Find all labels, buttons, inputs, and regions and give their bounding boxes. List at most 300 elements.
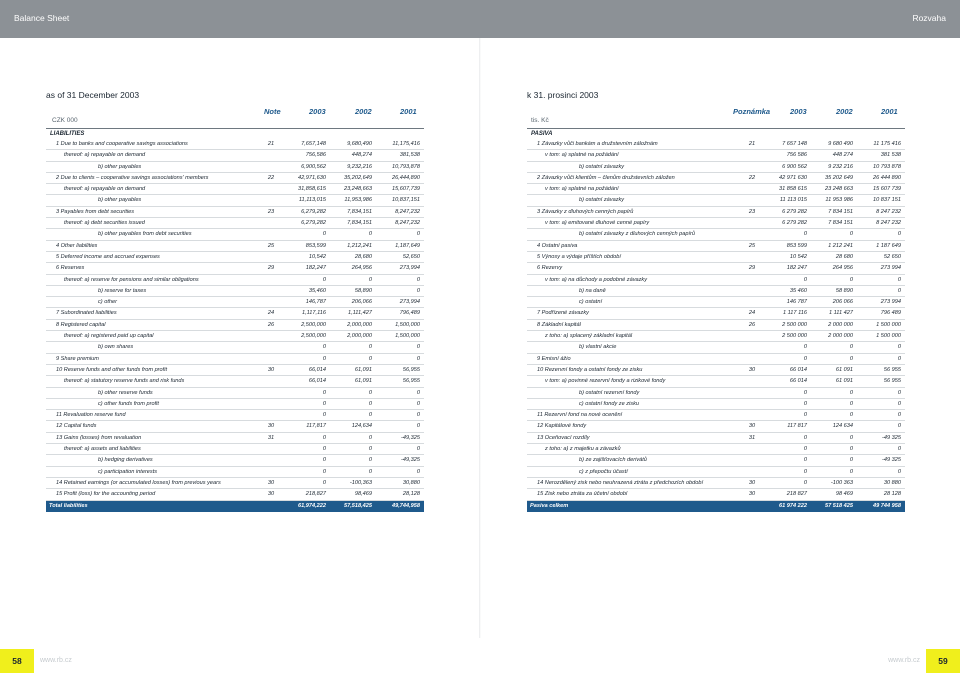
value-2002: 2 000 000 bbox=[828, 321, 853, 328]
value-2003: 61 974 222 bbox=[779, 502, 807, 509]
value-2001: 49 744 958 bbox=[873, 502, 901, 509]
value-2001: 0 bbox=[897, 412, 901, 419]
value-2002: 1,111,427 bbox=[347, 310, 372, 317]
value-2001: 0 bbox=[897, 276, 901, 283]
value-2001: 56 955 bbox=[883, 378, 901, 385]
value-2003: 146,787 bbox=[305, 299, 326, 306]
table-row bbox=[46, 184, 424, 195]
value-2003: 182,247 bbox=[305, 265, 326, 272]
value-2001: 0 bbox=[897, 344, 901, 351]
value-2001: 56,955 bbox=[402, 366, 420, 373]
table-row bbox=[46, 308, 424, 319]
row-note: 24 bbox=[267, 310, 275, 317]
value-2003: 146 787 bbox=[786, 299, 807, 306]
table-row bbox=[46, 331, 424, 342]
value-2003: 0 bbox=[322, 412, 326, 419]
value-2001: 1,187,649 bbox=[395, 242, 420, 249]
table-row bbox=[46, 139, 424, 150]
value-2001: 8,247,232 bbox=[395, 220, 420, 227]
value-2001: 28,128 bbox=[402, 491, 420, 498]
row-note: 30 bbox=[748, 479, 756, 486]
value-2003: 2,500,000 bbox=[301, 321, 326, 328]
row-label: 10 Rezervní fondy a ostatní fondy ze zisku bbox=[537, 366, 643, 373]
value-2003: 117 817 bbox=[787, 423, 807, 430]
table-row bbox=[527, 444, 905, 455]
value-2003: 756,586 bbox=[305, 152, 326, 159]
value-2003: 35 460 bbox=[789, 287, 807, 294]
table-row bbox=[527, 354, 905, 365]
table-row bbox=[527, 184, 905, 195]
value-2003: 2 500 000 bbox=[782, 333, 807, 340]
row-label: c) participation interests bbox=[98, 468, 158, 475]
value-2001: 0 bbox=[897, 446, 901, 453]
value-2001: 273 994 bbox=[880, 265, 901, 272]
value-2003: 0 bbox=[322, 457, 326, 464]
value-2001: 0 bbox=[897, 287, 901, 294]
right-running-title: Rozvaha bbox=[912, 13, 946, 23]
value-2002: 0 bbox=[849, 276, 853, 283]
table-row bbox=[46, 342, 424, 353]
row-label: 14 Nerozdělený zisk nebo neuhrazená ztráta z předchozích období bbox=[537, 479, 704, 486]
row-label: 12 Kapitálové fondy bbox=[537, 423, 587, 430]
table-row bbox=[46, 207, 424, 218]
value-2003: 2,500,000 bbox=[301, 333, 326, 340]
value-2002: 58,890 bbox=[354, 287, 372, 294]
value-2003: 10 542 bbox=[789, 253, 807, 260]
table-row bbox=[46, 263, 424, 274]
table-row bbox=[527, 263, 905, 274]
value-2003: 0 bbox=[322, 434, 326, 441]
value-2001: 28 128 bbox=[883, 491, 901, 498]
table-row bbox=[527, 478, 905, 489]
value-2002: -100 363 bbox=[830, 479, 853, 486]
row-label: b) na daně bbox=[579, 287, 606, 294]
value-2003: 0 bbox=[322, 344, 326, 351]
value-2001: 10 837 151 bbox=[873, 197, 901, 204]
liabilities-table bbox=[46, 139, 424, 512]
value-2002: 0 bbox=[368, 446, 372, 453]
value-2001: 15,607,739 bbox=[392, 186, 420, 193]
value-2002: 0 bbox=[368, 389, 372, 396]
value-2002: 98 469 bbox=[835, 491, 853, 498]
row-label: 11 Revaluation reserve fund bbox=[56, 412, 126, 419]
value-2002: 28 680 bbox=[835, 253, 853, 260]
table-row bbox=[46, 241, 424, 252]
table-row bbox=[527, 241, 905, 252]
value-2001: 0 bbox=[416, 287, 420, 294]
value-2001: 26,444,890 bbox=[392, 174, 420, 181]
value-2001: 796 489 bbox=[880, 310, 901, 317]
value-2001: 0 bbox=[416, 355, 420, 362]
value-2001: 49,744,958 bbox=[392, 502, 420, 509]
row-note: 30 bbox=[267, 423, 275, 430]
value-2001: 11,175,416 bbox=[392, 141, 420, 147]
table-row bbox=[46, 354, 424, 365]
value-2003: 218,827 bbox=[305, 491, 326, 498]
row-label: b) other payables bbox=[98, 197, 142, 204]
row-label: z toho: a) z majetku a závazků bbox=[545, 446, 621, 453]
value-2003: 66,014 bbox=[308, 378, 326, 385]
row-note: 22 bbox=[748, 174, 756, 181]
row-note: 26 bbox=[748, 321, 756, 328]
value-2002: 11 953 986 bbox=[825, 197, 853, 204]
value-2002: 1 111 427 bbox=[828, 310, 853, 317]
table-row bbox=[46, 376, 424, 387]
table-row bbox=[46, 252, 424, 263]
row-label: 15 Profit (loss) for the accounting period bbox=[56, 491, 156, 498]
row-note: 23 bbox=[267, 208, 275, 215]
table-row bbox=[527, 399, 905, 410]
row-label: v tom: a) povinné rezervní fondy a rizikové fondy bbox=[545, 378, 666, 385]
value-2001: 30 880 bbox=[883, 479, 901, 486]
table-row bbox=[527, 275, 905, 286]
left-footer-url[interactable]: www.rb.cz bbox=[40, 657, 72, 664]
value-2003: 35,460 bbox=[308, 287, 326, 294]
table-row bbox=[46, 388, 424, 399]
value-2001: 52,650 bbox=[402, 253, 420, 260]
table-row bbox=[527, 376, 905, 387]
table-row bbox=[46, 320, 424, 331]
table-row bbox=[527, 388, 905, 399]
row-label: 15 Zisk nebo ztráta za účetní období bbox=[537, 491, 628, 498]
value-2002: 61 091 bbox=[835, 378, 853, 385]
row-note: 26 bbox=[267, 321, 275, 328]
currency-label: tis. Kč bbox=[531, 117, 549, 124]
value-2002: 61,091 bbox=[354, 366, 372, 373]
value-2002: 2,000,000 bbox=[347, 321, 372, 328]
value-2001: 30,880 bbox=[402, 479, 420, 486]
value-2002: 124,634 bbox=[351, 423, 372, 430]
value-2003: 0 bbox=[803, 276, 807, 283]
table-row bbox=[527, 489, 905, 500]
value-2003: 6,900,562 bbox=[301, 163, 326, 170]
value-2002: 61 091 bbox=[835, 366, 853, 373]
table-row bbox=[46, 455, 424, 466]
row-label: thereof: a) debt securities issued bbox=[64, 220, 145, 227]
row-note: 30 bbox=[748, 366, 756, 373]
value-2002: 28,680 bbox=[354, 253, 372, 260]
row-label: 13 Gains (losses) from revaluation bbox=[56, 434, 142, 441]
table-row bbox=[527, 467, 905, 478]
table-row bbox=[46, 150, 424, 161]
col-2002: 2002 bbox=[355, 107, 372, 116]
row-label: Total liabilities bbox=[49, 502, 88, 509]
row-note: 30 bbox=[267, 491, 275, 498]
value-2001: 381 538 bbox=[880, 152, 901, 159]
value-2001: 273,994 bbox=[399, 299, 420, 306]
row-label: 6 Reserves bbox=[56, 265, 85, 272]
row-note: 24 bbox=[748, 310, 756, 317]
value-2002: 0 bbox=[849, 412, 853, 419]
row-note: 31 bbox=[267, 434, 275, 441]
row-note: 30 bbox=[748, 491, 756, 498]
row-label: b) vlastní akcie bbox=[579, 344, 617, 351]
value-2003: 0 bbox=[322, 276, 326, 283]
value-2002: 0 bbox=[368, 412, 372, 419]
value-2003: 7 657 148 bbox=[782, 141, 807, 147]
row-label: 14 Retained earnings (or accumulated losses) from previous years bbox=[56, 479, 221, 486]
currency-label: CZK 000 bbox=[52, 117, 78, 124]
row-label: v tom: a) splatné na požádání bbox=[545, 152, 619, 159]
value-2002: 35 202 649 bbox=[825, 174, 853, 181]
value-2003: 853 599 bbox=[786, 242, 807, 249]
row-note: 29 bbox=[267, 265, 275, 272]
value-2001: 1 500 000 bbox=[876, 321, 901, 328]
value-2002: 1,212,241 bbox=[347, 242, 372, 249]
col-2003: 2003 bbox=[309, 107, 326, 116]
value-2001: 0 bbox=[416, 231, 420, 238]
value-2002: 0 bbox=[368, 276, 372, 283]
row-label: 9 Share premium bbox=[56, 355, 99, 362]
value-2002: 7 834 151 bbox=[828, 208, 853, 215]
row-label: 8 Registered capital bbox=[56, 321, 106, 328]
row-label: 13 Oceňovací rozdíly bbox=[537, 434, 590, 441]
row-label: 7 Subordinated liabilities bbox=[56, 310, 117, 317]
value-2002: 206,066 bbox=[351, 299, 372, 306]
row-label: Pasiva celkem bbox=[530, 502, 569, 509]
row-label: c) other funds from profit bbox=[98, 400, 159, 407]
value-2003: 0 bbox=[803, 468, 807, 475]
value-2002: 9 680 490 bbox=[828, 141, 853, 147]
row-note: 30 bbox=[748, 423, 756, 430]
value-2003: 0 bbox=[803, 355, 807, 362]
value-2001: 0 bbox=[416, 423, 420, 430]
row-label: 12 Capital funds bbox=[56, 423, 97, 430]
row-label: b) reserve for taxes bbox=[98, 287, 147, 294]
section-title: PASIVA bbox=[531, 131, 553, 137]
value-2001: 0 bbox=[416, 446, 420, 453]
row-label: c) ostatní fondy ze zisku bbox=[579, 400, 640, 407]
row-label: 2 Závazky vůči klientům – členům družstevních záložen bbox=[537, 174, 675, 181]
value-2001: 381,538 bbox=[399, 152, 420, 159]
value-2002: 206 066 bbox=[832, 299, 853, 306]
row-label: thereof: a) registered paid up capital bbox=[64, 333, 154, 340]
table-row bbox=[46, 410, 424, 421]
value-2002: 2,000,000 bbox=[347, 333, 372, 340]
value-2003: 11,113,015 bbox=[298, 197, 326, 204]
value-2003: 7,657,148 bbox=[301, 141, 326, 147]
row-label: b) ostatní rezervní fondy bbox=[579, 389, 640, 396]
value-2002: 23,248,663 bbox=[344, 186, 372, 193]
table-row bbox=[46, 433, 424, 444]
row-label: 1 Závazky vůči bankám a družstevním záložnám bbox=[537, 141, 658, 147]
row-label: v tom: a) na důchody a podobné závazky bbox=[545, 276, 647, 283]
value-2001: 0 bbox=[416, 344, 420, 351]
table-row bbox=[46, 399, 424, 410]
col-note: Note bbox=[264, 107, 281, 116]
total-row bbox=[527, 501, 905, 512]
right-page-number: 59 bbox=[926, 649, 960, 673]
value-2003: 0 bbox=[322, 355, 326, 362]
value-2003: 66 014 bbox=[789, 378, 807, 385]
row-label: b) ostatní závazky bbox=[579, 197, 625, 204]
row-label: thereof: a) repayable on demand bbox=[64, 186, 146, 193]
value-2001: 56 955 bbox=[883, 366, 901, 373]
row-label: 4 Other liabilities bbox=[56, 242, 98, 249]
value-2002: -100,363 bbox=[349, 479, 372, 486]
row-label: thereof: a) statutory reserve funds and risk funds bbox=[64, 378, 185, 385]
value-2001: 0 bbox=[897, 231, 901, 238]
value-2002: 61,091 bbox=[354, 378, 372, 385]
value-2003: 117,817 bbox=[306, 423, 326, 430]
row-label: v tom: a) emitované dluhové cenné papíry bbox=[545, 220, 650, 227]
table-row bbox=[46, 365, 424, 376]
value-2001: 1 500 000 bbox=[876, 333, 901, 340]
table-row bbox=[46, 173, 424, 184]
value-2003: 6 900 562 bbox=[782, 163, 807, 170]
row-label: 3 Payables from debt securities bbox=[56, 208, 135, 215]
table-row bbox=[527, 455, 905, 466]
value-2001: 1,500,000 bbox=[395, 333, 420, 340]
value-2003: 0 bbox=[803, 457, 807, 464]
value-2002: 0 bbox=[368, 231, 372, 238]
table-row bbox=[46, 162, 424, 173]
value-2003: 1,117,116 bbox=[301, 310, 326, 317]
value-2002: 0 bbox=[849, 344, 853, 351]
row-label: z toho: a) splacený základní kapitál bbox=[545, 333, 633, 340]
table-row bbox=[46, 444, 424, 455]
row-label: c) ostatní bbox=[579, 299, 603, 306]
value-2002: 2 000 000 bbox=[828, 333, 853, 340]
value-2001: 8,247,232 bbox=[395, 208, 420, 215]
value-2002: 0 bbox=[849, 231, 853, 238]
value-2001: 273 994 bbox=[880, 299, 901, 306]
table-row bbox=[527, 308, 905, 319]
value-2002: 0 bbox=[849, 355, 853, 362]
left-running-title: Balance Sheet bbox=[14, 13, 70, 23]
table-row bbox=[46, 286, 424, 297]
col-2003: 2003 bbox=[790, 107, 807, 116]
row-label: b) ostatní závazky bbox=[579, 163, 625, 170]
value-2003: 853,599 bbox=[305, 242, 326, 249]
value-2003: 0 bbox=[803, 412, 807, 419]
value-2003: 6,279,282 bbox=[301, 208, 326, 215]
value-2001: 10,793,878 bbox=[392, 163, 420, 170]
value-2001: -49,325 bbox=[401, 457, 420, 464]
value-2002: 0 bbox=[849, 400, 853, 407]
column-headers bbox=[527, 107, 905, 117]
row-label: 4 Ostatní pasiva bbox=[537, 242, 578, 249]
value-2003: 0 bbox=[322, 389, 326, 396]
value-2003: 218 827 bbox=[786, 491, 807, 498]
table-row bbox=[527, 252, 905, 263]
row-note: 25 bbox=[748, 242, 756, 249]
value-2002: 0 bbox=[849, 457, 853, 464]
value-2003: 0 bbox=[322, 400, 326, 407]
value-2003: 6 279 282 bbox=[782, 208, 807, 215]
value-2003: 11 113 015 bbox=[779, 197, 807, 204]
value-2001: 0 bbox=[897, 400, 901, 407]
value-2001: 0 bbox=[897, 355, 901, 362]
value-2003: 0 bbox=[803, 400, 807, 407]
row-label: b) own shares bbox=[98, 344, 134, 351]
table-row bbox=[46, 489, 424, 500]
row-note: 30 bbox=[267, 479, 275, 486]
value-2003: 2 500 000 bbox=[782, 321, 807, 328]
value-2002: 0 bbox=[849, 434, 853, 441]
row-note: 25 bbox=[267, 242, 275, 249]
value-2002: 264 956 bbox=[832, 265, 853, 272]
table-row bbox=[46, 195, 424, 206]
value-2002: 0 bbox=[849, 446, 853, 453]
value-2003: 182 247 bbox=[786, 265, 807, 272]
row-label: 10 Reserve funds and other funds from profit bbox=[56, 366, 168, 373]
value-2001: 796,489 bbox=[399, 310, 420, 317]
value-2003: 6,279,282 bbox=[301, 220, 326, 227]
value-2002: 124 634 bbox=[832, 423, 853, 430]
value-2001: 11 175 416 bbox=[873, 141, 901, 147]
value-2001: 8 247 232 bbox=[876, 220, 901, 227]
table-row bbox=[46, 275, 424, 286]
right-footer-url[interactable]: www.rb.cz bbox=[888, 657, 920, 664]
table-row bbox=[527, 342, 905, 353]
table-row bbox=[527, 150, 905, 161]
value-2002: 35,202,649 bbox=[344, 174, 372, 181]
value-2002: 7,834,151 bbox=[347, 220, 372, 227]
value-2001: 0 bbox=[416, 400, 420, 407]
value-2003: 42 971 630 bbox=[779, 174, 807, 181]
value-2002: 9,232,216 bbox=[347, 163, 372, 170]
row-note: 23 bbox=[748, 208, 756, 215]
table-row bbox=[46, 467, 424, 478]
left-page-number: 58 bbox=[0, 649, 34, 673]
value-2002: 0 bbox=[368, 434, 372, 441]
value-2002: 7 834 151 bbox=[828, 220, 853, 227]
value-2001: 8 247 232 bbox=[876, 208, 901, 215]
value-2001: 1,500,000 bbox=[395, 321, 420, 328]
row-note: 22 bbox=[267, 174, 275, 181]
table-row bbox=[46, 421, 424, 432]
value-2001: 0 bbox=[897, 389, 901, 396]
table-row bbox=[527, 218, 905, 229]
value-2003: 66 014 bbox=[789, 366, 807, 373]
row-label: v tom: a) splatné na požádání bbox=[545, 186, 619, 193]
row-label: 7 Podřízené závazky bbox=[537, 310, 589, 317]
value-2001: 0 bbox=[416, 276, 420, 283]
value-2002: 1 212 241 bbox=[828, 242, 853, 249]
value-2001: 10 793 878 bbox=[873, 163, 901, 170]
value-2003: 0 bbox=[322, 468, 326, 475]
row-label: 8 Základní kapitál bbox=[537, 321, 581, 328]
row-label: c) z přepočtu účastí bbox=[579, 468, 628, 475]
row-label: b) ostatní závazky z dluhových cenných papírů bbox=[579, 231, 695, 238]
row-note: 31 bbox=[748, 434, 756, 441]
total-row bbox=[46, 501, 424, 512]
value-2002: 9 232 216 bbox=[828, 163, 853, 170]
value-2003: 0 bbox=[803, 344, 807, 351]
page-title: k 31. prosinci 2003 bbox=[527, 90, 599, 100]
row-label: b) other payables bbox=[98, 163, 142, 170]
row-note: 21 bbox=[748, 141, 756, 147]
table-row bbox=[527, 297, 905, 308]
table-row bbox=[527, 162, 905, 173]
row-label: c) other bbox=[98, 299, 117, 306]
table-row bbox=[46, 218, 424, 229]
value-2001: 52 650 bbox=[883, 253, 901, 260]
table-row bbox=[527, 433, 905, 444]
page-spine bbox=[479, 38, 481, 679]
value-2002: 9,680,490 bbox=[347, 141, 372, 147]
row-label: thereof: a) reserve for pensions and similar obligations bbox=[64, 276, 199, 283]
value-2003: 31,858,615 bbox=[298, 186, 326, 193]
value-2001: -49,325 bbox=[401, 434, 420, 441]
row-label: b) other payables from debt securities bbox=[98, 231, 192, 238]
value-2003: 0 bbox=[803, 479, 807, 486]
value-2001: 273,994 bbox=[399, 265, 420, 272]
value-2002: 58 890 bbox=[835, 287, 853, 294]
value-2001: 0 bbox=[897, 423, 901, 430]
row-label: b) ze zajišťovacích derivátů bbox=[579, 457, 647, 464]
